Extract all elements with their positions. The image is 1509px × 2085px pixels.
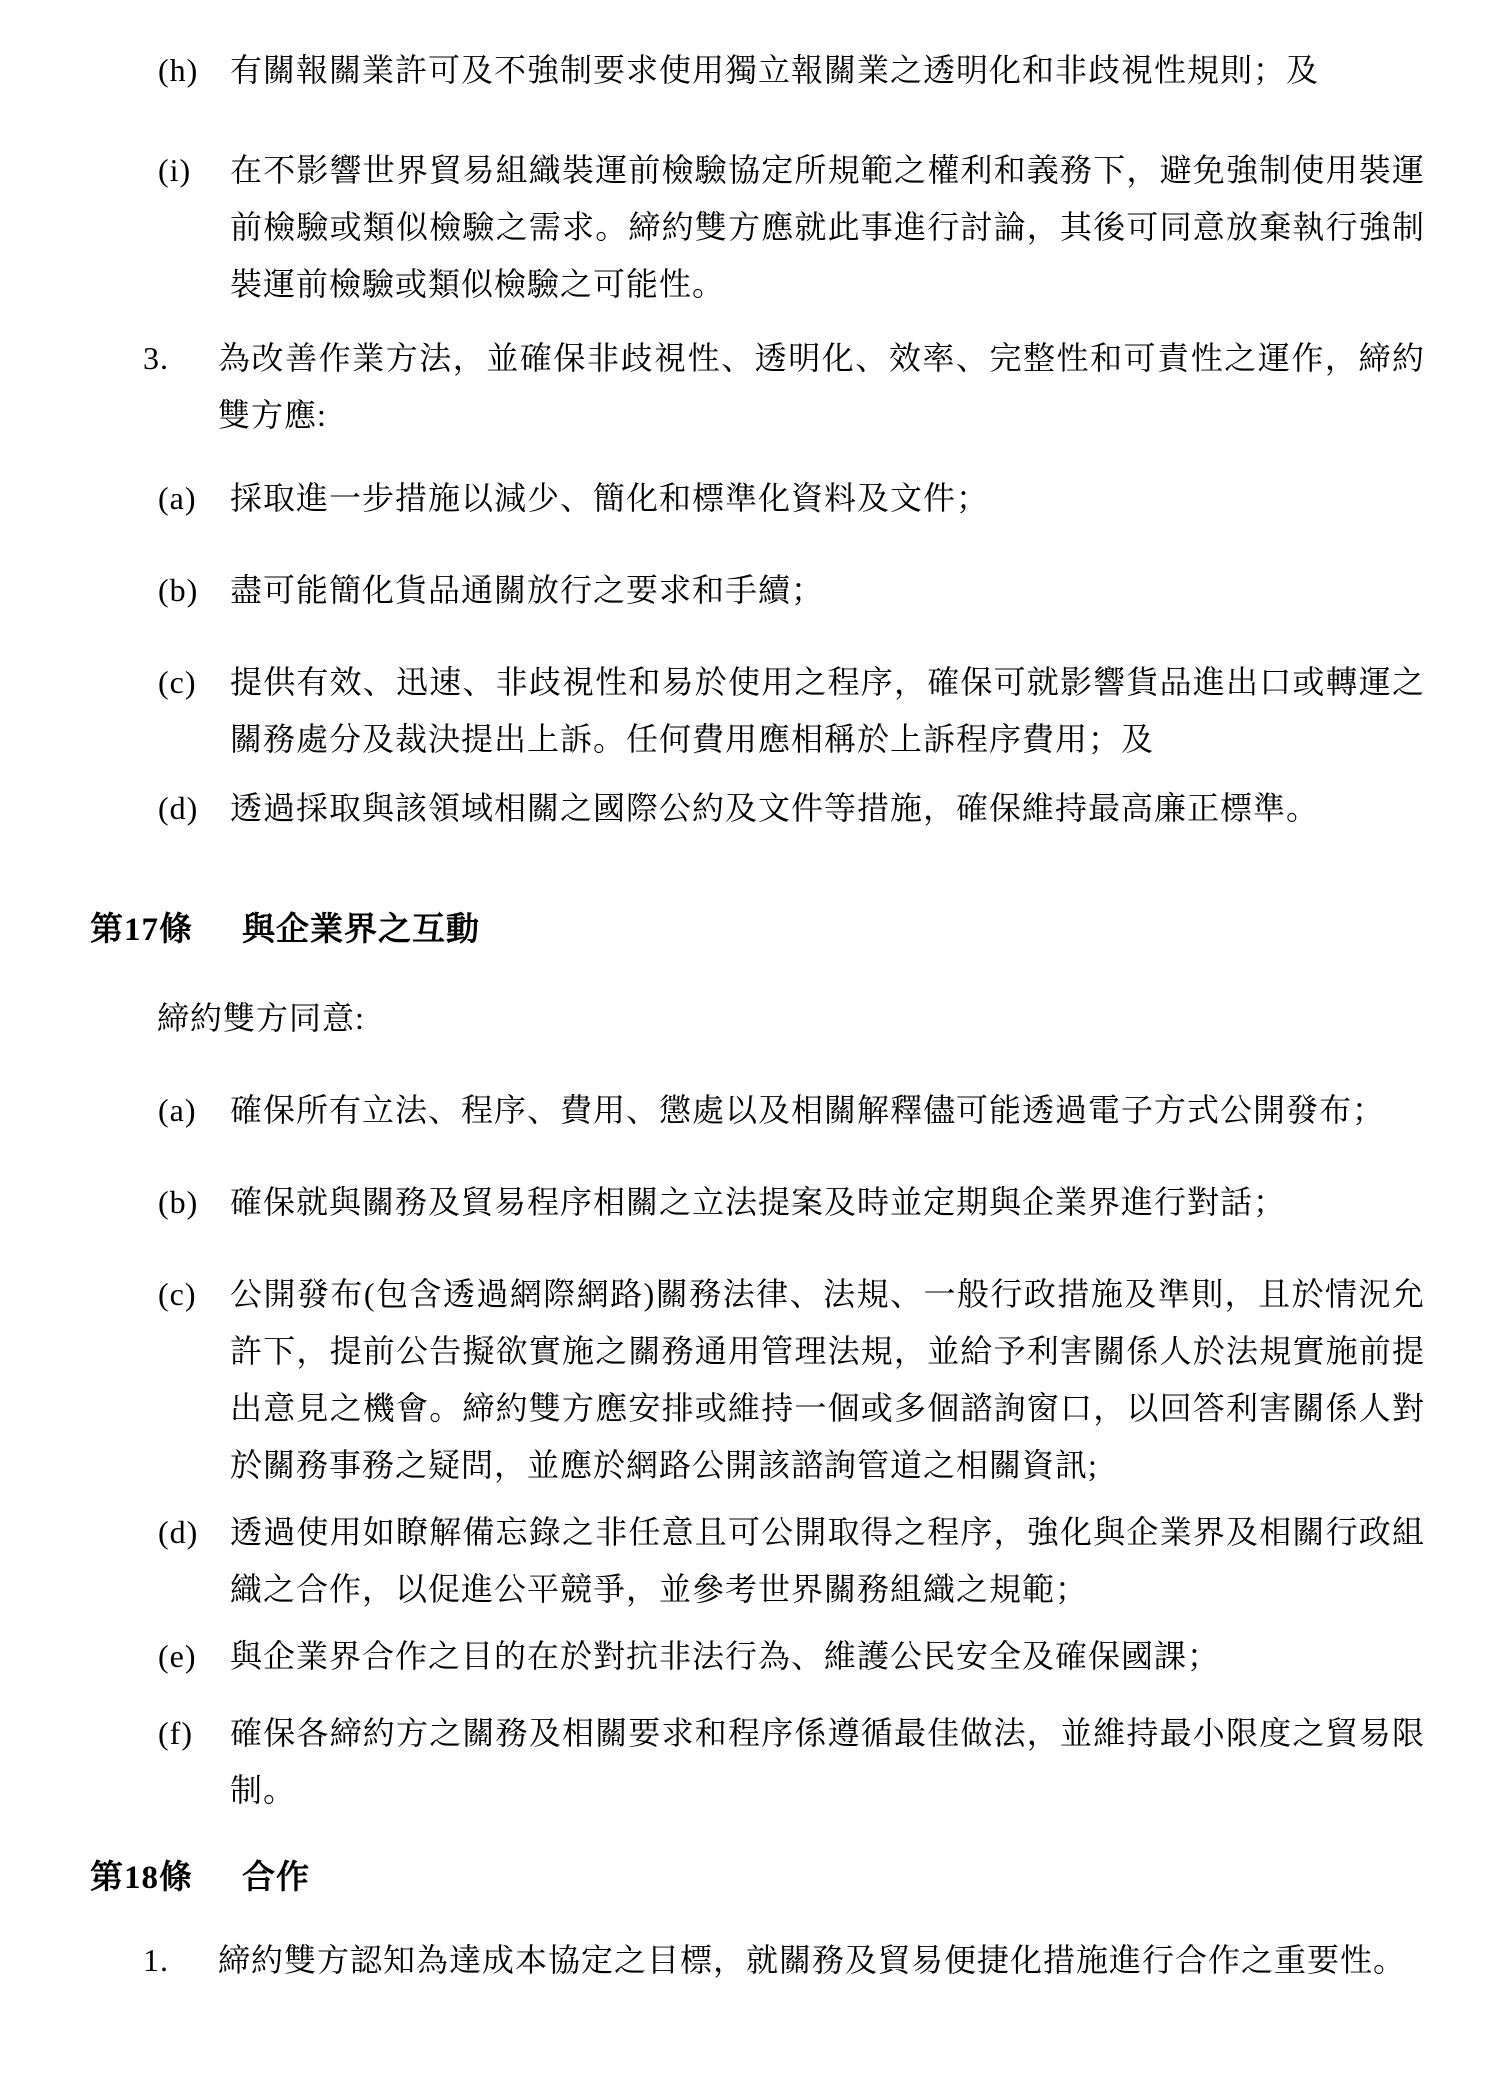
item-text: 締約雙方認知為達成本協定之目標，就關務及貿易便捷化措施進行合作之重要性。 [218,1942,1407,1978]
item-text: 透過採取與該領域相關之國際公約及文件等措施，確保維持最高廉正標準。 [230,790,1320,826]
item-text: 在不影響世界貿易組織裝運前檢驗協定所規範之權利和義務下，避免強制使用裝運前檢驗或類似檢驗之需求。締約雙方應就此事進行討論，其後可同意放棄執行強制裝運前檢驗或類似檢驗之可能性。 [230,152,1425,302]
item-label: (a) [158,1092,197,1128]
article-number: 第18條 [90,1860,193,1896]
list-item-c2 [0,1266,1509,1494]
numbered-item-3 [0,330,1509,444]
intro-paragraph [0,990,1509,1047]
item-label: (a) [158,480,197,516]
article-title: 合作 [242,1860,310,1896]
item-text: 採取進一步措施以減少、簡化和標準化資料及文件； [230,480,990,516]
item-label: (h) [158,52,199,88]
article-title: 與企業界之互動 [242,912,480,948]
item-text: 確保各締約方之關務及相關要求和程序係遵循最佳做法，並維持最小限度之貿易限制。 [230,1715,1425,1808]
item-text: 有關報關業許可及不強制要求使用獨立報關業之透明化和非歧視性規則；及 [230,52,1320,88]
item-label: (d) [158,790,199,826]
list-item-e2 [0,1628,1509,1685]
article-number: 第17條 [90,912,193,948]
paragraph-text: 締約雙方同意: [157,1000,365,1036]
item-label: (b) [158,572,199,608]
list-item-i [0,142,1509,313]
item-text: 確保所有立法、程序、費用、懲處以及相關解釋儘可能透過電子方式公開發布； [230,1092,1386,1128]
item-text: 盡可能簡化貨品通關放行之要求和手續； [230,572,825,608]
item-label: (i) [158,152,192,188]
item-text: 確保就與關務及貿易程序相關之立法提案及時並定期與企業界進行對話； [230,1184,1287,1220]
list-item-d1 [0,780,1509,837]
item-label: 3. [143,340,169,376]
list-item-d2 [0,1504,1509,1618]
list-item-a2 [0,1082,1509,1139]
list-item-f2 [0,1705,1509,1819]
list-item-a1 [0,470,1509,527]
item-text: 透過使用如瞭解備忘錄之非任意且可公開取得之程序，強化與企業界及相關行政組織之合作，以促進公平競爭，並參考世界關務組織之規範； [230,1514,1425,1607]
item-label: (c) [158,1276,197,1312]
list-item-h [0,42,1509,99]
list-item-c1 [0,654,1509,768]
list-item-b1 [0,562,1509,619]
item-text: 提供有效、迅速、非歧視性和易於使用之程序，確保可就影響貨品進出口或轉運之關務處分及裁決提出上訴。任何費用應相稱於上訴程序費用；及 [230,664,1425,757]
item-text: 與企業界合作之目的在於對抗非法行為、維護公民安全及確保國課； [230,1638,1221,1674]
article-18-heading [0,1850,1509,1907]
item-text: 為改善作業方法，並確保非歧視性、透明化、效率、完整性和可責性之運作，締約雙方應: [218,340,1425,433]
article-17-heading [0,902,1509,959]
item-label: 1. [143,1942,169,1978]
item-label: (c) [158,664,197,700]
item-text: 公開發布(包含透過網際網路)關務法律、法規、一般行政措施及準則，且於情況允許下，提前公告擬欲實施之關務通用管理法規，並給予利害關係人於法規實施前提出意見之機會。締約雙方應安排或維持一個或多個諮詢窗口，以回答利害關係人對於關務事務之疑問，並應於網路公開該諮詢管道之相關資訊; [230,1276,1425,1483]
list-item-b2 [0,1174,1509,1231]
item-label: (d) [158,1514,199,1550]
numbered-item-1 [0,1932,1509,1989]
item-label: (f) [158,1715,193,1751]
item-label: (b) [158,1184,199,1220]
item-label: (e) [158,1638,197,1674]
